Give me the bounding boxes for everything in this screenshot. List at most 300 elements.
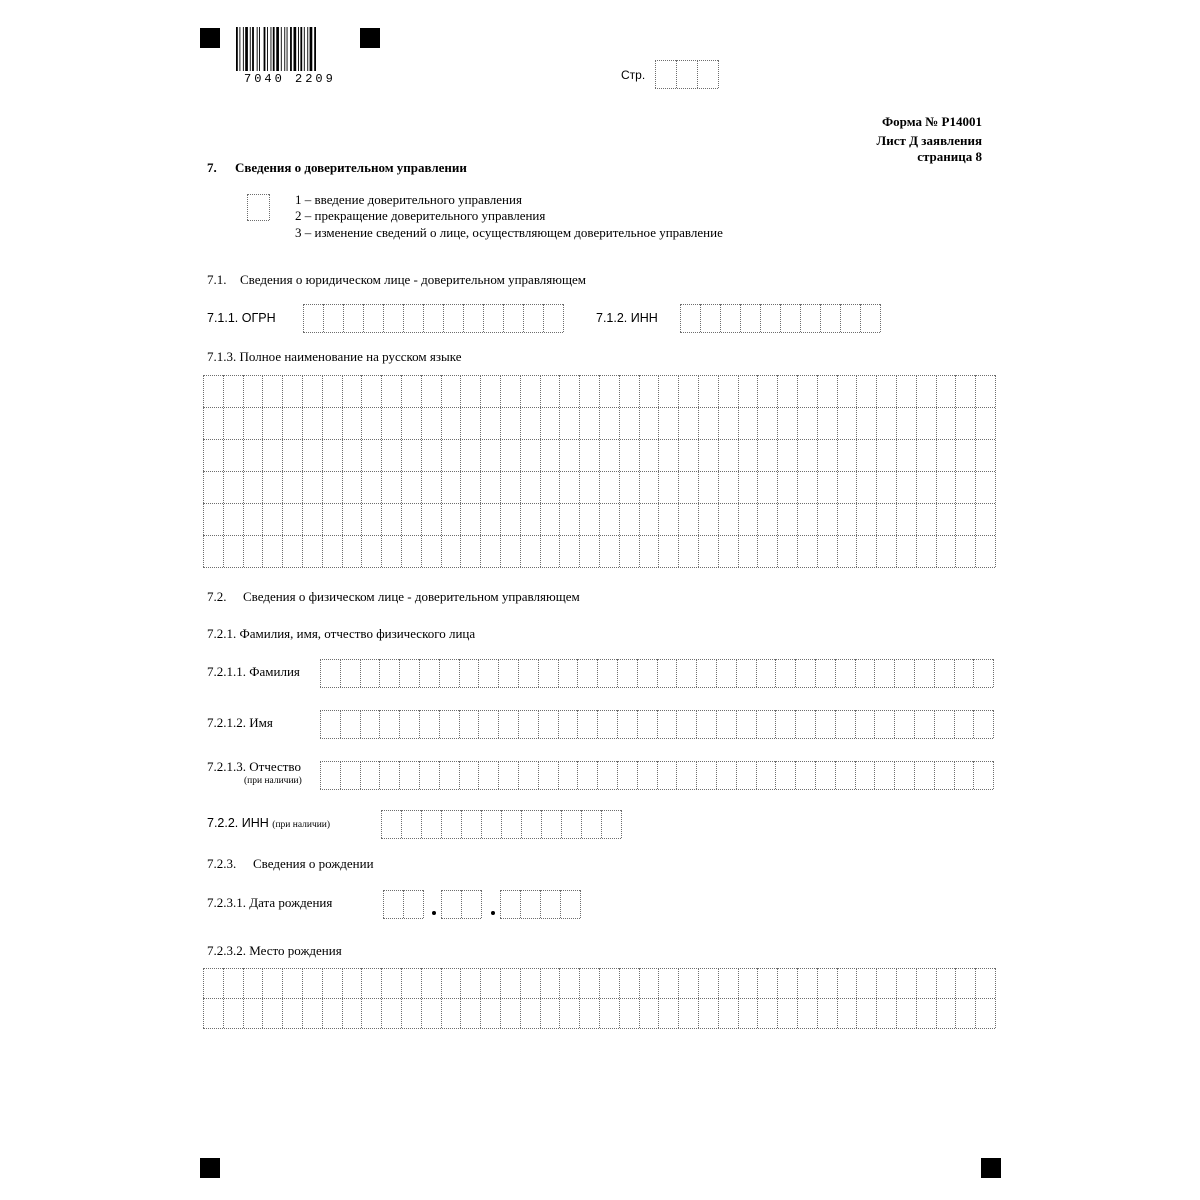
barcode-bar [284, 27, 285, 71]
inn-label-legal: 7.1.2. ИНН [596, 311, 658, 325]
cell-grid-line [401, 375, 402, 567]
cell-grid-line [955, 968, 956, 1028]
cell-grid-line [421, 968, 422, 1028]
cell-grid-line [559, 375, 560, 567]
cell-grid-line [955, 375, 956, 567]
inn-label-person [207, 816, 330, 830]
cell-grid-line [936, 375, 937, 567]
cell-grid-line [993, 710, 994, 738]
cell-grid-line [800, 304, 801, 332]
cell-grid-line [934, 710, 935, 738]
cell-grid-line [478, 659, 479, 687]
cell-grid-line [340, 761, 341, 789]
cell-grid-line [399, 659, 400, 687]
cell-grid-line [874, 659, 875, 687]
cell-grid-line [541, 810, 542, 838]
cell-grid-line [676, 710, 677, 738]
cell-grid-line [658, 375, 659, 567]
cell-grid-line [738, 968, 739, 1028]
patronymic-label: 7.2.1.3. Отчество [207, 759, 301, 774]
cell-grid-line [423, 304, 424, 332]
cell-grid-line [757, 375, 758, 567]
cell-grid-line [498, 659, 499, 687]
sheet-title: Лист Д заявления [876, 133, 982, 148]
cell-grid-line [617, 761, 618, 789]
cell-grid-line [597, 659, 598, 687]
cell-grid-line [797, 968, 798, 1028]
cell-grid-line [718, 60, 719, 88]
cell-grid-line [559, 968, 560, 1028]
option-2: 2 – прекращение доверительного управления [295, 208, 546, 223]
cell-grid-line [459, 761, 460, 789]
cell-grid-line [815, 659, 816, 687]
cell-grid-line [696, 710, 697, 738]
cell-grid-line [698, 375, 699, 567]
birth-day-cells[interactable] [383, 890, 423, 918]
cell-grid-line [503, 304, 504, 332]
cell-grid-line [720, 304, 721, 332]
cell-grid-line [795, 710, 796, 738]
cell-grid-line [518, 761, 519, 789]
fio-label: 7.2.1. Фамилия, имя, отчество физического лица [207, 626, 476, 641]
cell-grid-line [718, 968, 719, 1028]
barcode-bar [310, 27, 313, 71]
cell-grid-line [639, 968, 640, 1028]
cell-grid-line [954, 710, 955, 738]
cell-grid-line [973, 761, 974, 789]
birth-month-cells[interactable] [441, 890, 481, 918]
date-separator-dot [491, 911, 495, 915]
cell-grid-line [815, 761, 816, 789]
cell-grid-line [558, 659, 559, 687]
name-label: 7.2.1.2. Имя [207, 715, 273, 730]
form-number: Форма № Р14001 [882, 114, 982, 129]
section-7-2-number: 7.2. [207, 589, 227, 604]
cell-grid-line [381, 810, 382, 838]
cell-grid-line [439, 659, 440, 687]
cell-grid-line [361, 375, 362, 567]
option-1: 1 – введение доверительного управления [295, 192, 522, 207]
cell-grid-line [855, 761, 856, 789]
cell-grid-line [817, 968, 818, 1028]
page-title: страница 8 [917, 149, 982, 164]
cell-grid-line [637, 710, 638, 738]
cell-grid-line [716, 761, 717, 789]
cell-grid-line [383, 304, 384, 332]
cell-grid-line [894, 659, 895, 687]
cell-grid-line [795, 761, 796, 789]
cell-grid-line [973, 659, 974, 687]
cell-grid-line [381, 968, 382, 1028]
cell-grid-line [480, 375, 481, 567]
cell-grid-line [269, 194, 270, 220]
section-7-1-title: Сведения о юридическом лице - доверительном управляющем [240, 272, 586, 287]
cell-grid-line [760, 304, 761, 332]
cell-grid-line [837, 968, 838, 1028]
cell-grid-line [223, 375, 224, 567]
cell-grid-line [203, 968, 204, 1028]
cell-grid-line [379, 761, 380, 789]
cell-grid-line [419, 659, 420, 687]
cell-grid-line [795, 659, 796, 687]
cell-grid-line [459, 710, 460, 738]
cell-grid-line [736, 761, 737, 789]
barcode-bar [257, 27, 258, 71]
cell-grid-line [820, 304, 821, 332]
cell-grid-line [302, 968, 303, 1028]
cell-grid-line [740, 304, 741, 332]
cell-grid-line [637, 761, 638, 789]
cell-grid-line [247, 220, 269, 221]
cell-grid-line [676, 60, 677, 88]
barcode-bar [300, 27, 302, 71]
surname-input-cells[interactable] [320, 659, 993, 687]
cell-grid-line [360, 659, 361, 687]
cell-grid-line [500, 375, 501, 567]
cell-grid-line [403, 890, 404, 918]
cell-grid-line [459, 659, 460, 687]
cell-grid-line [320, 659, 321, 687]
cell-grid-line [243, 375, 244, 567]
patronymic-input-cells[interactable] [320, 761, 993, 789]
cell-grid-line [914, 761, 915, 789]
option-code-cell[interactable] [247, 194, 269, 220]
cell-grid-line [657, 659, 658, 687]
date-separator-dot [432, 911, 436, 915]
cell-grid-line [738, 375, 739, 567]
cell-grid-line [815, 710, 816, 738]
cell-grid-line [538, 659, 539, 687]
cell-grid-line [303, 304, 563, 305]
cell-grid-line [401, 810, 402, 838]
cell-grid-line [561, 810, 562, 838]
cell-grid-line [320, 789, 993, 790]
cell-grid-line [637, 659, 638, 687]
cell-grid-line [874, 710, 875, 738]
cell-grid-line [716, 710, 717, 738]
cell-grid-line [617, 659, 618, 687]
cell-grid-line [560, 890, 561, 918]
cell-grid-line [520, 968, 521, 1028]
barcode-bar [243, 27, 244, 71]
cell-grid-line [896, 375, 897, 567]
cell-grid-line [223, 968, 224, 1028]
cell-grid-line [835, 710, 836, 738]
cell-grid-line [320, 710, 321, 738]
birth-place-input-cells[interactable] [203, 968, 995, 1028]
barcode-bar [250, 27, 251, 71]
cell-grid-line [837, 375, 838, 567]
cell-grid-line [320, 761, 321, 789]
cell-grid-line [756, 761, 757, 789]
cell-grid-line [975, 968, 976, 1028]
cell-grid-line [381, 838, 621, 839]
cell-grid-line [381, 375, 382, 567]
cell-grid-line [501, 810, 502, 838]
cell-grid-line [340, 659, 341, 687]
cell-grid-line [243, 968, 244, 1028]
cell-grid-line [498, 761, 499, 789]
cell-grid-line [700, 304, 701, 332]
cell-grid-line [676, 761, 677, 789]
cell-grid-line [860, 304, 861, 332]
section-7-2-title: Сведения о физическом лице - доверительном управляющем [243, 589, 580, 604]
cell-grid-line [680, 304, 681, 332]
cell-grid-line [580, 890, 581, 918]
cell-grid-line [775, 761, 776, 789]
ogrn-input-cells[interactable] [303, 304, 563, 332]
cell-grid-line [954, 659, 955, 687]
cell-grid-line [441, 810, 442, 838]
patronymic-note: (при наличии) [244, 776, 302, 786]
cell-grid-line [282, 375, 283, 567]
barcode-bar [236, 27, 238, 71]
cell-grid-line [498, 710, 499, 738]
cell-grid-line [203, 567, 995, 568]
cell-grid-line [597, 710, 598, 738]
barcode-bar [267, 27, 268, 71]
cell-grid-line [247, 194, 248, 220]
cell-grid-line [302, 375, 303, 567]
cell-grid-line [518, 710, 519, 738]
cell-grid-line [716, 659, 717, 687]
option-3: 3 – изменение сведений о лице, осуществляющем доверительное управление [295, 225, 723, 240]
cell-grid-line [441, 375, 442, 567]
cell-grid-line [540, 890, 541, 918]
cell-grid-line [736, 659, 737, 687]
cell-grid-line [995, 375, 996, 567]
cell-grid-line [757, 968, 758, 1028]
cell-grid-line [680, 332, 880, 333]
cell-grid-line [203, 1028, 995, 1029]
cell-grid-line [597, 761, 598, 789]
cell-grid-line [777, 375, 778, 567]
cell-grid-line [558, 710, 559, 738]
birth-date-label: 7.2.3.1. Дата рождения [207, 895, 333, 910]
cell-grid-line [540, 968, 541, 1028]
cell-grid-line [916, 375, 917, 567]
cell-grid-line [736, 710, 737, 738]
cell-grid-line [621, 810, 622, 838]
cell-grid-line [676, 659, 677, 687]
cell-grid-line [563, 304, 564, 332]
cell-grid-line [558, 761, 559, 789]
cell-grid-line [421, 375, 422, 567]
cell-grid-line [342, 375, 343, 567]
cell-grid-line [538, 710, 539, 738]
cell-grid-line [973, 710, 974, 738]
cell-grid-line [934, 761, 935, 789]
cell-grid-line [439, 710, 440, 738]
cell-grid-line [975, 375, 976, 567]
cell-grid-line [916, 968, 917, 1028]
cell-grid-line [320, 687, 993, 688]
cell-grid-line [483, 304, 484, 332]
cell-grid-line [360, 761, 361, 789]
page-label: Стр. [621, 68, 646, 82]
name-input-cells[interactable] [320, 710, 993, 738]
cell-grid-line [419, 710, 420, 738]
cell-grid-line [262, 968, 263, 1028]
barcode-bar [252, 27, 254, 71]
cell-grid-line [835, 761, 836, 789]
cell-grid-line [523, 304, 524, 332]
cell-grid-line [540, 375, 541, 567]
cell-grid-line [399, 710, 400, 738]
registration-marker-bottom-left [200, 1158, 220, 1178]
barcode-bar [239, 27, 240, 71]
cell-grid-line [441, 968, 442, 1028]
cell-grid-line [579, 968, 580, 1028]
ogrn-label: 7.1.1. ОГРН [207, 311, 276, 325]
cell-grid-line [619, 968, 620, 1028]
cell-grid-line [581, 810, 582, 838]
cell-grid-line [619, 375, 620, 567]
registration-marker-top-right [360, 28, 380, 48]
cell-grid-line [954, 761, 955, 789]
cell-grid-line [874, 761, 875, 789]
cell-grid-line [520, 375, 521, 567]
cell-grid-line [855, 710, 856, 738]
barcode-bar [271, 27, 272, 71]
cell-grid-line [461, 890, 462, 918]
barcode-bar [287, 27, 288, 71]
cell-grid-line [995, 968, 996, 1028]
cell-grid-line [401, 968, 402, 1028]
cell-grid-line [817, 375, 818, 567]
cell-grid-line [481, 890, 482, 918]
cell-grid-line [599, 968, 600, 1028]
cell-grid-line [599, 375, 600, 567]
cell-grid-line [500, 968, 501, 1028]
cell-grid-line [696, 659, 697, 687]
cell-grid-line [577, 659, 578, 687]
barcode-bar [290, 27, 292, 71]
cell-grid-line [363, 304, 364, 332]
cell-grid-line [481, 810, 482, 838]
cell-grid-line [340, 710, 341, 738]
cell-grid-line [617, 710, 618, 738]
cell-grid-line [460, 375, 461, 567]
fullname-input-cells[interactable] [203, 375, 995, 567]
cell-grid-line [780, 304, 781, 332]
cell-grid-line [379, 659, 380, 687]
cell-grid-line [322, 375, 323, 567]
cell-grid-line [876, 968, 877, 1028]
barcode-bar [259, 27, 260, 71]
cell-grid-line [577, 710, 578, 738]
cell-grid-line [500, 918, 580, 919]
cell-grid-line [262, 375, 263, 567]
cell-grid-line [282, 968, 283, 1028]
cell-grid-line [657, 710, 658, 738]
cell-grid-line [577, 761, 578, 789]
barcode-bar [245, 27, 248, 71]
barcode-bar [307, 27, 308, 71]
inn-legal-input-cells[interactable] [680, 304, 880, 332]
cell-grid-line [914, 659, 915, 687]
cell-grid-line [463, 304, 464, 332]
birth-title: Сведения о рождении [253, 856, 374, 871]
surname-label: 7.2.1.1. Фамилия [207, 664, 300, 679]
cell-grid-line [203, 375, 204, 567]
cell-grid-line [934, 659, 935, 687]
cell-grid-line [856, 968, 857, 1028]
cell-grid-line [500, 890, 501, 918]
cell-grid-line [936, 968, 937, 1028]
barcode-bar [264, 27, 266, 71]
inn-person-input-cells[interactable] [381, 810, 621, 838]
cell-grid-line [678, 968, 679, 1028]
cell-grid-line [383, 918, 423, 919]
cell-grid-line [423, 890, 424, 918]
cell-grid-line [894, 761, 895, 789]
cell-grid-line [439, 761, 440, 789]
fullname-label: 7.1.3. Полное наименование на русском языке [207, 349, 462, 364]
registration-marker-bottom-right [981, 1158, 1001, 1178]
birth-year-cells[interactable] [500, 890, 580, 918]
cell-grid-line [658, 968, 659, 1028]
cell-grid-line [655, 60, 656, 88]
cell-grid-line [441, 890, 442, 918]
barcode-bar [298, 27, 299, 71]
inn-label-person-text: 7.2.2. ИНН [207, 816, 269, 830]
section-7-1-number: 7.1. [207, 272, 227, 287]
cell-grid-line [993, 659, 994, 687]
cell-grid-line [655, 60, 718, 61]
inn-note: (при наличии) [272, 820, 331, 830]
cell-grid-line [419, 761, 420, 789]
cell-grid-line [639, 375, 640, 567]
cell-grid-line [460, 968, 461, 1028]
cell-grid-line [696, 761, 697, 789]
cell-grid-line [718, 375, 719, 567]
cell-grid-line [403, 304, 404, 332]
cell-grid-line [323, 304, 324, 332]
birth-number: 7.2.3. [207, 856, 237, 871]
cell-grid-line [343, 304, 344, 332]
barcode-bar [304, 27, 305, 71]
cell-grid-line [856, 375, 857, 567]
cell-grid-line [379, 710, 380, 738]
cell-grid-line [441, 918, 481, 919]
barcode-image [236, 27, 346, 71]
cell-grid-line [543, 304, 544, 332]
cell-grid-line [914, 710, 915, 738]
barcode-number: 7040 2209 [244, 72, 336, 86]
section-7-title: Сведения о доверительном управлении [235, 160, 467, 175]
cell-grid-line [383, 890, 384, 918]
cell-grid-line [775, 710, 776, 738]
cell-grid-line [421, 810, 422, 838]
cell-grid-line [797, 375, 798, 567]
cell-grid-line [303, 332, 563, 333]
page-number-cells[interactable] [655, 60, 718, 88]
cell-grid-line [678, 375, 679, 567]
cell-grid-line [855, 659, 856, 687]
cell-grid-line [777, 968, 778, 1028]
cell-grid-line [443, 304, 444, 332]
cell-grid-line [896, 968, 897, 1028]
barcode-bar [294, 27, 297, 71]
cell-grid-line [461, 810, 462, 838]
cell-grid-line [480, 968, 481, 1028]
cell-grid-line [538, 761, 539, 789]
cell-grid-line [303, 304, 304, 332]
cell-grid-line [478, 710, 479, 738]
cell-grid-line [520, 890, 521, 918]
cell-grid-line [880, 304, 881, 332]
